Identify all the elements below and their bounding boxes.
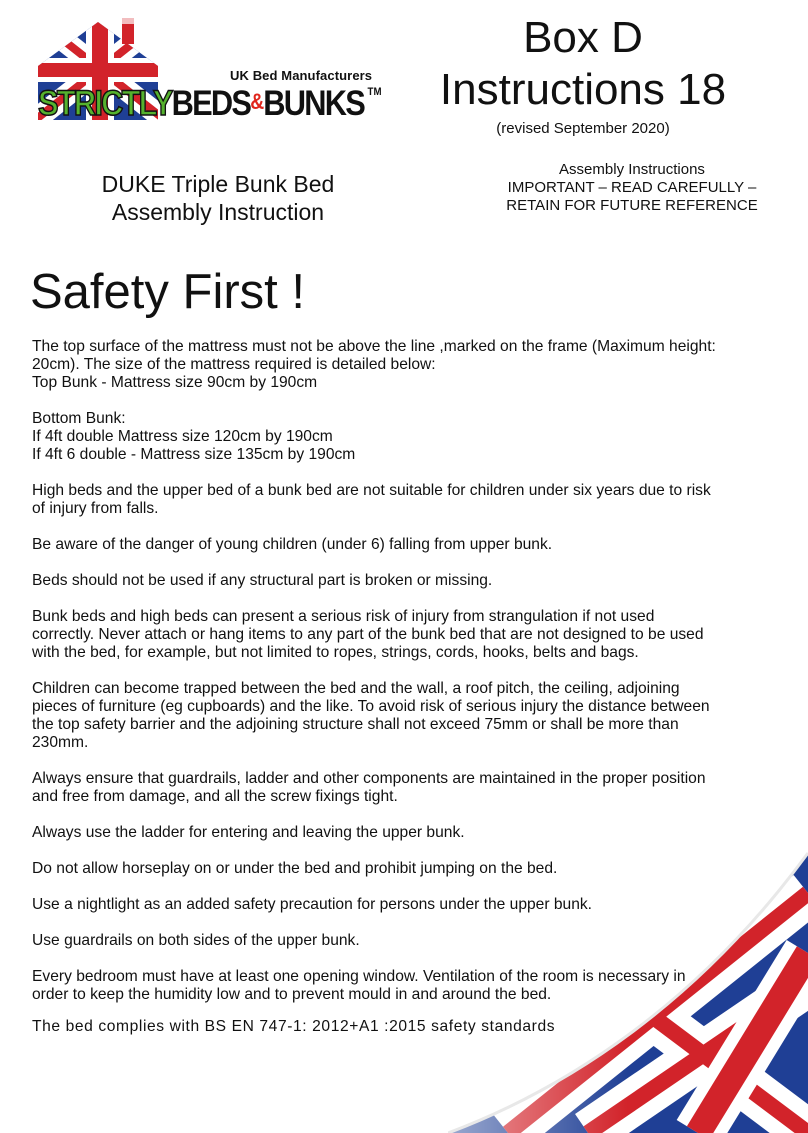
text-line: 230mm. bbox=[32, 734, 89, 751]
bottom-bunk-mattress bbox=[32, 410, 772, 464]
box-title-line2: Instructions 18 bbox=[439, 65, 727, 114]
logo-wordmark bbox=[38, 84, 382, 124]
product-title-line2: Assembly Instruction bbox=[111, 199, 325, 225]
text-line: Use a nightlight as an added safety precaution for persons under the upper bunk. bbox=[32, 896, 593, 913]
text-line: High beds and the upper bed of a bunk bed are not suitable for children under six years due to risk bbox=[32, 482, 711, 499]
text-line: Do not allow horseplay on or under the bed and prohibit jumping on the bed. bbox=[32, 860, 558, 877]
text-line: order to keep the humidity low and to prevent mould in and around the bed. bbox=[32, 986, 552, 1003]
text-line: Children can become trapped between the bed and the wall, a roof pitch, the ceiling, adjoining bbox=[32, 680, 680, 697]
logo-ampersand: & bbox=[250, 89, 264, 114]
safety-paragraph bbox=[32, 482, 772, 518]
top-bunk-mattress: Top Bunk - Mattress size 90cm by 190cm bbox=[32, 374, 318, 391]
text-line: Always ensure that guardrails, ladder and other components are maintained in the proper position bbox=[32, 770, 706, 787]
text-line: and free from damage, and all the screw fixings tight. bbox=[32, 788, 398, 805]
notice-line2: IMPORTANT – READ CAREFULLY – bbox=[507, 179, 757, 196]
text-line: Every bedroom must have at least one opening window. Ventilation of the room is necessary in bbox=[32, 968, 686, 985]
product-title-line1: DUKE Triple Bunk Bed bbox=[101, 171, 335, 197]
box-title-line1: Box D bbox=[523, 13, 643, 62]
notice-line1: Assembly Instructions bbox=[559, 161, 705, 178]
brand-logo bbox=[30, 14, 382, 124]
text-line: pieces of furniture (eg cupboards) and the like. To avoid risk of serious injury the distance between bbox=[32, 698, 710, 715]
text-line: Always use the ladder for entering and leaving the upper bunk. bbox=[32, 824, 465, 841]
logo-trademark: TM bbox=[367, 86, 382, 98]
logo-tagline: UK Bed Manufacturers bbox=[230, 68, 373, 83]
safety-paragraph bbox=[32, 572, 772, 590]
text-line: with the bed, for example, but not limited to ropes, strings, cords, hooks, belts and bags. bbox=[32, 644, 639, 661]
text-line: Beds should not be used if any structural part is broken or missing. bbox=[32, 572, 493, 589]
bottom-option: If 4ft 6 double - Mattress size 135cm by 190cm bbox=[32, 446, 356, 463]
assembly-notice bbox=[480, 161, 784, 215]
logo-word-bunks: BUNKS bbox=[263, 84, 365, 123]
product-title bbox=[60, 170, 376, 226]
logo-word-beds: BEDS bbox=[171, 84, 251, 123]
text-line: Use guardrails on both sides of the upper bunk. bbox=[32, 932, 360, 949]
text-line: Be aware of the danger of young children (under 6) falling from upper bunk. bbox=[32, 536, 553, 553]
text-line: the top safety barrier and the adjoining structure shall not exceed 75mm or shall be more than bbox=[32, 716, 679, 733]
text-line: Bunk beds and high beds can present a serious risk of injury from strangulation if not used bbox=[32, 608, 655, 625]
text-line: correctly. Never attach or hang items to any part of the bunk bed that are not designed to be used bbox=[32, 626, 704, 643]
logo-word-strictly: STRICTLY bbox=[38, 84, 172, 123]
union-jack-corner-icon bbox=[448, 833, 808, 1133]
text-line: The top surface of the mattress must not be above the line ,marked on the frame (Maximum height: bbox=[32, 338, 716, 355]
bottom-option: If 4ft double Mattress size 120cm by 190cm bbox=[32, 428, 333, 445]
notice-line3: RETAIN FOR FUTURE REFERENCE bbox=[506, 197, 758, 214]
safety-paragraph bbox=[32, 536, 772, 554]
text-line: 20cm). The size of the mattress required is detailed below: bbox=[32, 356, 436, 373]
box-title bbox=[420, 12, 746, 116]
mattress-intro bbox=[32, 338, 772, 392]
safety-paragraph bbox=[32, 680, 772, 752]
compliance-statement: The bed complies with BS EN 747-1: 2012+A1 :2015 safety standards bbox=[32, 1018, 556, 1035]
section-title: Safety First ! bbox=[30, 265, 306, 319]
safety-paragraph bbox=[32, 770, 772, 806]
revision-note: (revised September 2020) bbox=[496, 120, 670, 137]
safety-paragraph bbox=[32, 608, 772, 662]
bottom-bunk-label: Bottom Bunk: bbox=[32, 410, 126, 427]
text-line: of injury from falls. bbox=[32, 500, 159, 517]
